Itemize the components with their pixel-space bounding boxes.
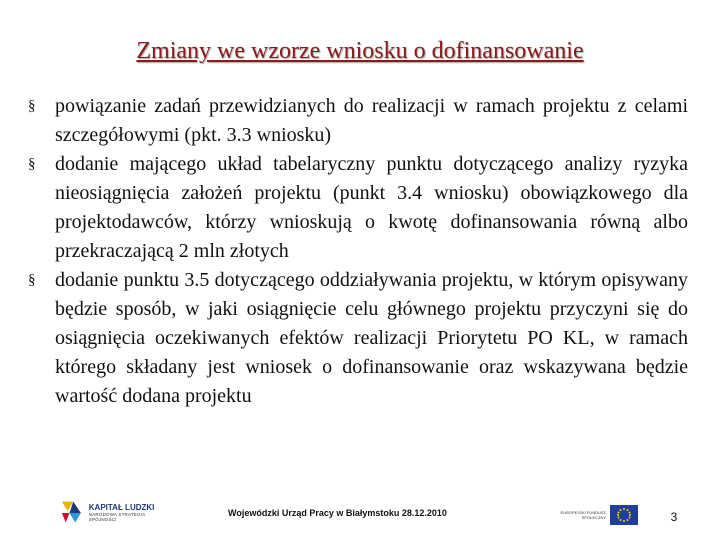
bullet-item	[28, 150, 688, 266]
bullet-item	[28, 266, 688, 411]
footer-text: Wojewódzki Urząd Pracy w Białymstoku 28.12.2010	[228, 508, 447, 518]
page-number: 3	[670, 510, 678, 524]
bullet-icon: §	[28, 98, 36, 114]
efs-logo	[560, 502, 642, 528]
bullet-item	[28, 92, 688, 150]
bullet-text: dodanie punktu 3.5 dotyczącego oddziaływania projektu, w którym opisywany będzie sposób, w jaki osiągnięcie celu głównego projektu przyczyni się do osiągnięcia oczekiwanych efektów realizacji Priorytetu PO KL, w ramach którego składany jest wniosek o dofinansowanie oraz wskazywana będzie wartość dodana projektu	[55, 269, 688, 407]
logo-left-subtitle: NARODOWA STRATEGIA SPÓJNOŚCI	[88, 511, 146, 522]
bullet-list	[28, 92, 688, 411]
kapital-ludzki-logo	[60, 496, 170, 528]
bullet-text: powiązanie zadań przewidzianych do realizacji w ramach projektu z celami szczegółowymi (pkt. 3.3 wniosku)	[55, 95, 688, 146]
kapital-ludzki-mark-icon	[60, 499, 83, 525]
slide-footer	[0, 490, 720, 540]
slide-title: Zmiany we wzorze wniosku o dofinansowanie	[136, 38, 584, 64]
logo-left-title: KAPITAŁ LUDZKI	[88, 502, 155, 512]
eu-flag-icon	[610, 505, 638, 525]
bullet-icon: §	[28, 156, 36, 172]
bullet-text: dodanie mającego układ tabelaryczny punktu dotyczącego analizy ryzyka nieosiągnięcia założeń projektu (punkt 3.4 wniosku) obowiązkowego dla projektodawców, którzy wnioskują o kwotę dofinansowania równą albo przekraczającą 2 mln złotych	[55, 153, 688, 262]
bullet-icon: §	[28, 272, 36, 288]
logo-right-text: EUROPEJSKI FUNDUSZ SPOŁECZNY	[560, 510, 606, 520]
